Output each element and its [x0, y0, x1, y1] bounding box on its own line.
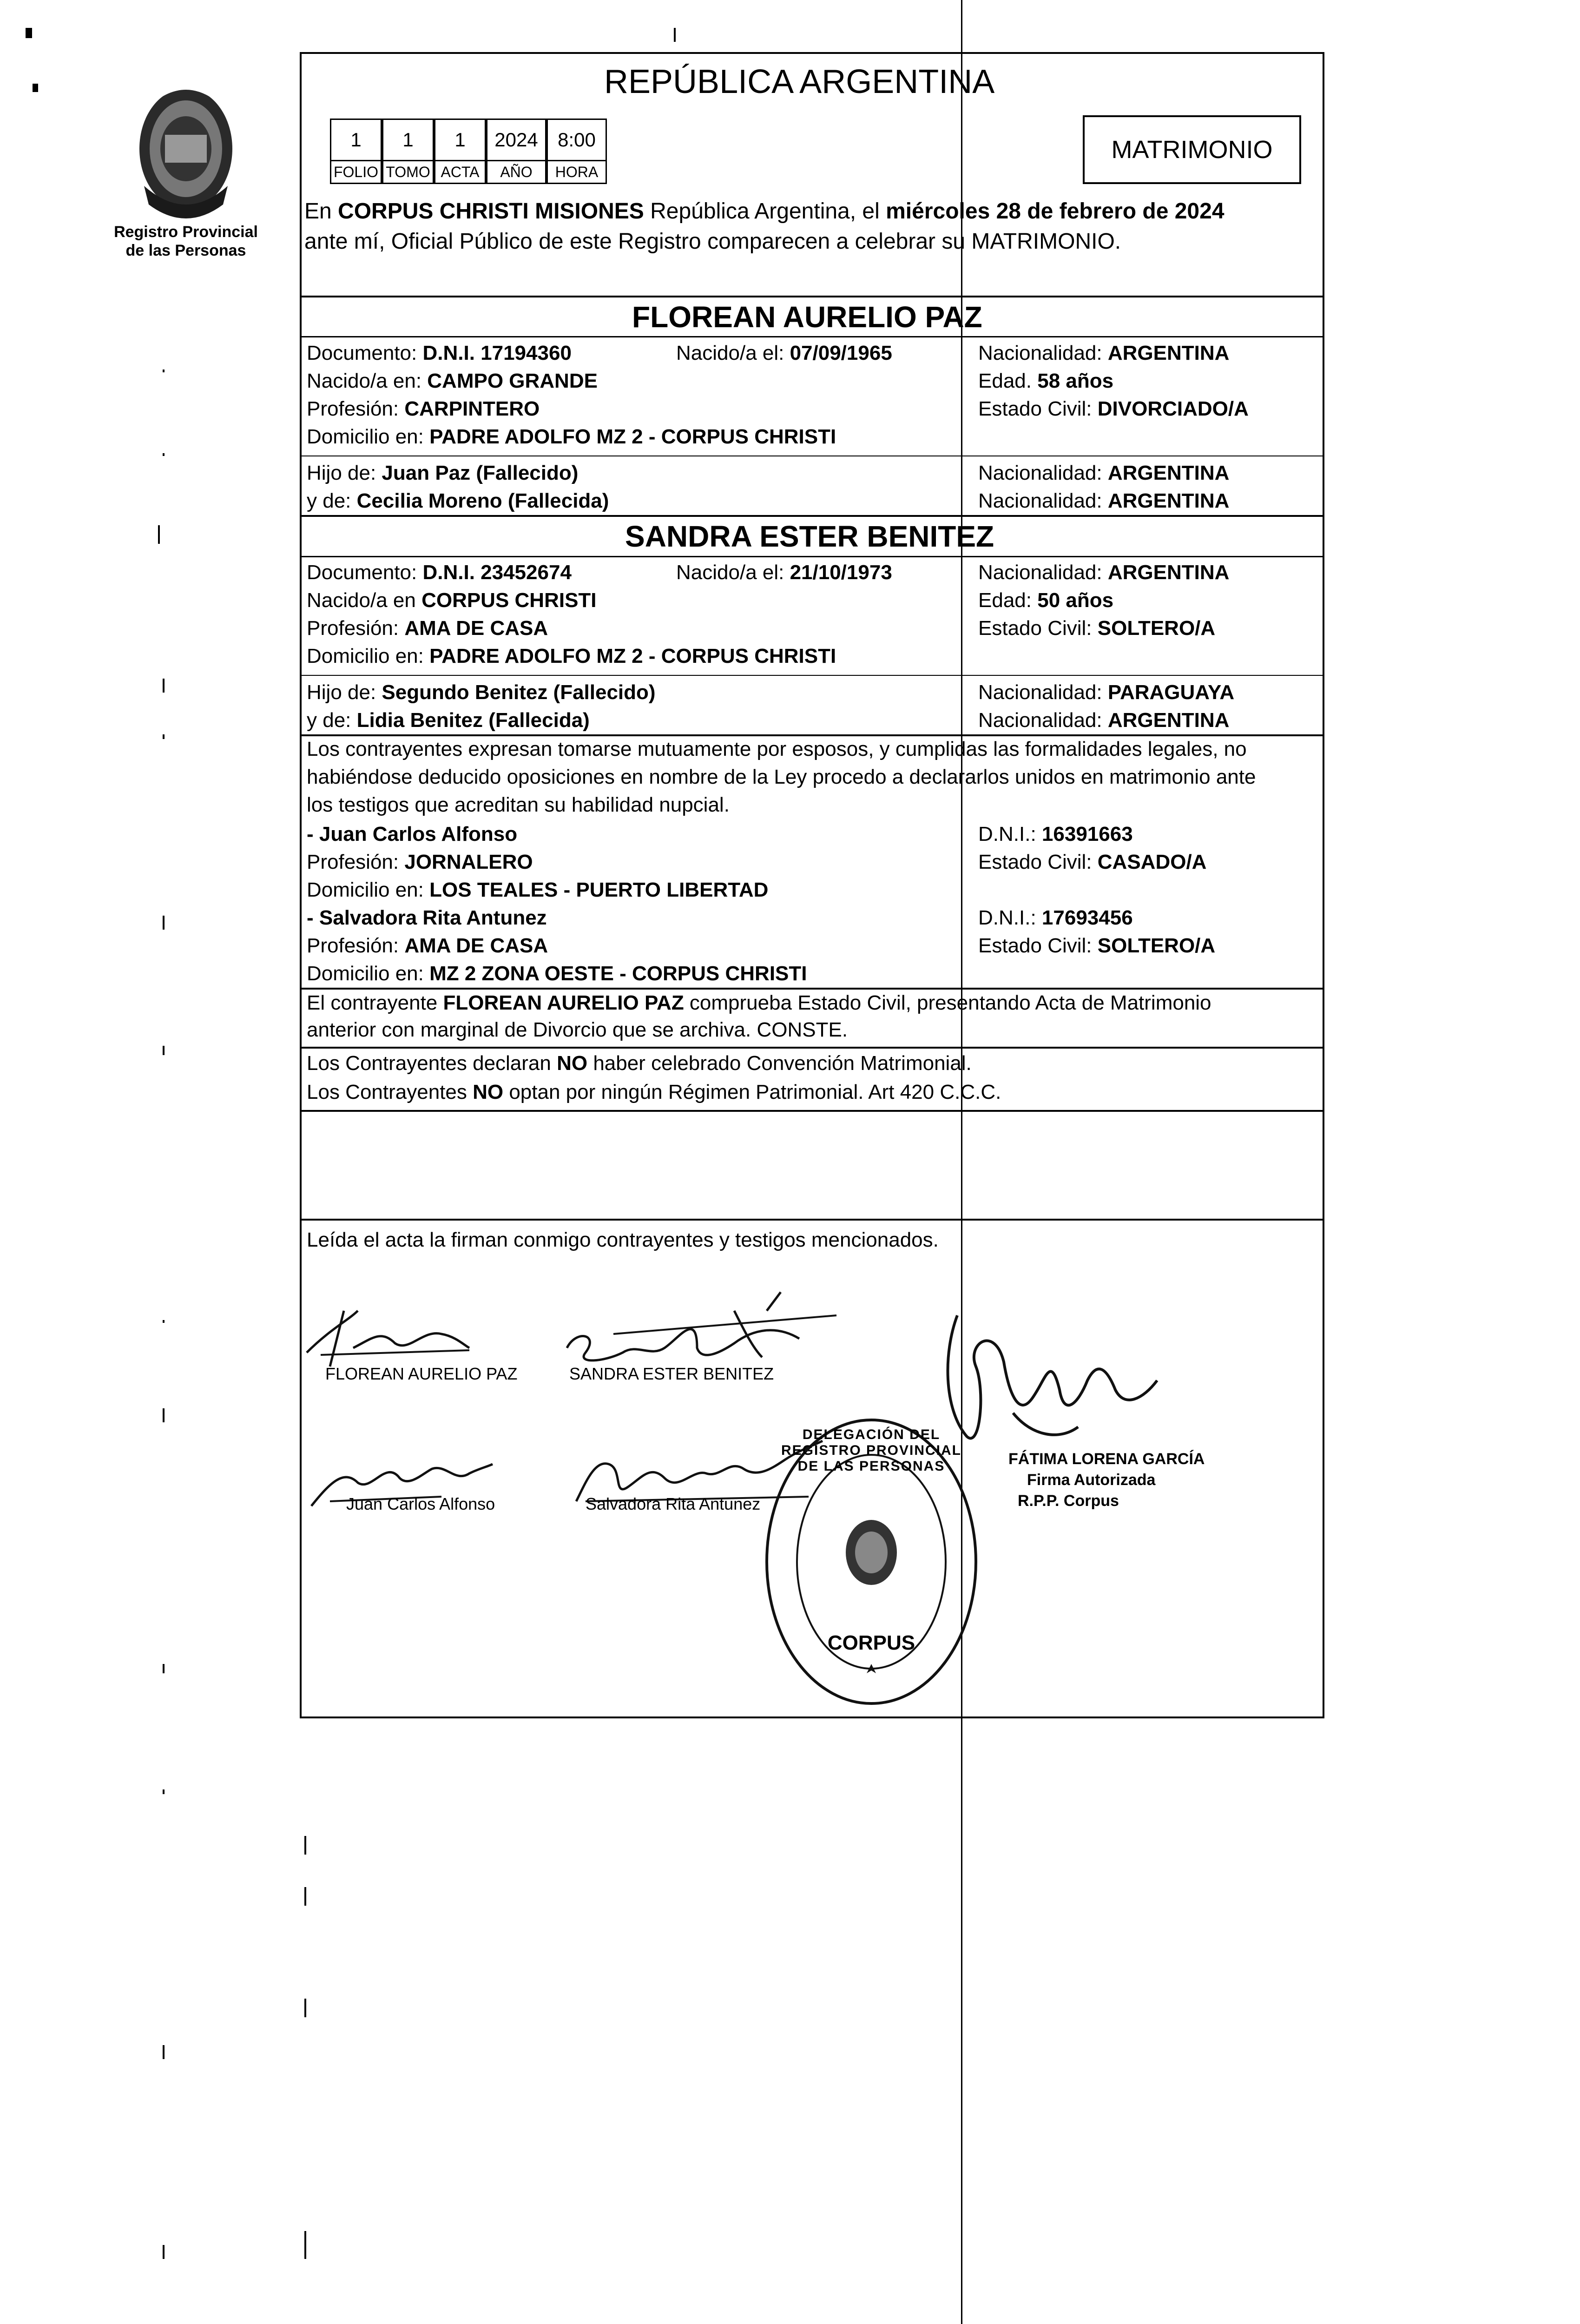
party2-civil-status: Estado Civil: SOLTERO/A	[978, 617, 1216, 640]
scan-mark	[163, 1046, 165, 1055]
scan-mark	[163, 2045, 165, 2059]
party1-address: Domicilio en: PADRE ADOLFO MZ 2 - CORPUS CHRISTI	[307, 425, 836, 448]
scan-mark	[163, 370, 165, 372]
officer-name: FÁTIMA LORENA GARCÍA	[1008, 1450, 1205, 1468]
divider	[300, 336, 1324, 337]
scan-mark	[158, 525, 160, 544]
witness1-civil-status: Estado Civil: CASADO/A	[978, 851, 1207, 873]
place: CORPUS CHRISTI MISIONES	[338, 199, 644, 224]
folio-value: 1	[330, 119, 382, 161]
divider	[300, 675, 1324, 676]
logo-caption-2: de las Personas	[125, 242, 246, 259]
scan-mark	[304, 2231, 306, 2259]
party2-father-nationality: Nacionalidad: PARAGUAYA	[978, 681, 1235, 704]
closing-text: Leída el acta la firman conmigo contrayentes y testigos mencionados.	[307, 1228, 939, 1251]
scan-mark	[163, 734, 165, 739]
registry-logo	[125, 79, 246, 232]
signature-caption-4: Salvadora Rita Antunez	[586, 1494, 761, 1513]
logo-caption-1: Registro Provincial	[114, 223, 258, 241]
party1-birthdate: Nacido/a el: 07/09/1965	[676, 342, 892, 364]
scan-mark	[163, 1320, 165, 1323]
party2-birthplace: Nacido/a en CORPUS CHRISTI	[307, 589, 597, 612]
acta-label: ACTA	[434, 160, 486, 184]
regime-line-1: Los Contrayentes declaran NO haber celebrado Convención Matrimonial.	[307, 1052, 972, 1075]
scan-mark	[163, 1408, 165, 1422]
witness1-name: - Juan Carlos Alfonso	[307, 823, 518, 845]
divider	[300, 1219, 1324, 1221]
signature-florean-icon	[302, 1301, 479, 1371]
witness2-address: Domicilio en: MZ 2 ZONA OESTE - CORPUS CHRISTI	[307, 962, 807, 985]
party1-document: Documento: D.N.I. 17194360	[307, 342, 572, 364]
intro-line-1: En CORPUS CHRISTI MISIONES República Argentina, el miércoles 28 de febrero de 2024	[304, 199, 1224, 224]
party2-address: Domicilio en: PADRE ADOLFO MZ 2 - CORPUS CHRISTI	[307, 645, 836, 667]
party1-father-nationality: Nacionalidad: ARGENTINA	[978, 462, 1230, 484]
signature-caption-3: Juan Carlos Alfonso	[346, 1494, 495, 1513]
scan-mark	[163, 2245, 165, 2259]
ceremony-date: miércoles 28 de febrero de 2024	[886, 199, 1224, 224]
party2-age: Edad: 50 años	[978, 589, 1114, 612]
tomo-value: 1	[382, 119, 434, 161]
signature-sandra-icon	[558, 1283, 846, 1376]
witness1-address: Domicilio en: LOS TEALES - PUERTO LIBERTAD	[307, 878, 769, 901]
time-value: 8:00	[546, 119, 607, 161]
party1-mother: y de: Cecilia Moreno (Fallecida)	[307, 489, 609, 512]
acta-value: 1	[434, 119, 486, 161]
party2-name: SANDRA ESTER BENITEZ	[625, 520, 994, 553]
party2-profession: Profesión: AMA DE CASA	[307, 617, 548, 640]
witness2-profession: Profesión: AMA DE CASA	[307, 934, 548, 957]
scan-mark	[674, 28, 676, 42]
scan-mark	[304, 1836, 306, 1855]
regime-line-2: Los Contrayentes NO optan por ningún Régimen Patrimonial. Art 420 C.C.C.	[307, 1081, 1001, 1103]
divider	[300, 515, 1324, 517]
party2-mother-nationality: Nacionalidad: ARGENTINA	[978, 709, 1230, 732]
signature-caption-1: FLOREAN AURELIO PAZ	[325, 1364, 518, 1383]
party1-mother-nationality: Nacionalidad: ARGENTINA	[978, 489, 1230, 512]
document-title: REPÚBLICA ARGENTINA	[604, 63, 995, 100]
year-label: AÑO	[486, 160, 546, 184]
scan-mark	[163, 1789, 165, 1794]
party1-birthplace: Nacido/a en: CAMPO GRANDE	[307, 370, 598, 392]
declaration-line-3: los testigos que acreditan su habilidad nupcial.	[307, 793, 730, 816]
note-line-1: El contrayente FLOREAN AURELIO PAZ comprueba Estado Civil, presentando Acta de Matrimonio	[307, 991, 1211, 1014]
party1-name: FLOREAN AURELIO PAZ	[632, 300, 982, 334]
scan-mark	[26, 28, 32, 38]
divider	[300, 1047, 1324, 1049]
divider	[300, 296, 1324, 297]
witness2-dni: D.N.I.: 17693456	[978, 906, 1133, 929]
scan-mark	[163, 1664, 165, 1673]
folio-label: FOLIO	[330, 160, 382, 184]
witness2-civil-status: Estado Civil: SOLTERO/A	[978, 934, 1216, 957]
scan-mark	[33, 84, 38, 92]
witness2-name: - Salvadora Rita Antunez	[307, 906, 547, 929]
signature-caption-2: SANDRA ESTER BENITEZ	[569, 1364, 774, 1383]
witness1-profession: Profesión: JORNALERO	[307, 851, 533, 873]
party2-birthdate: Nacido/a el: 21/10/1973	[676, 561, 892, 584]
declaration-line-2: habiéndose deducido oposiciones en nombre de la Ley procedo a declararlos unidos en matrimonio ante	[307, 766, 1256, 788]
scan-mark	[163, 453, 165, 456]
party1-father: Hijo de: Juan Paz (Fallecido)	[307, 462, 579, 484]
scan-mark	[163, 916, 165, 930]
scan-mark	[163, 679, 165, 693]
stamp-ring-text: DELEGACIÓN DEL REGISTRO PROVINCIAL DE LAS PERSONAS	[781, 1427, 962, 1474]
party1-civil-status: Estado Civil: DIVORCIADO/A	[978, 397, 1249, 420]
scan-mark	[304, 1999, 306, 2017]
party2-nationality: Nacionalidad: ARGENTINA	[978, 561, 1230, 584]
year-value: 2024	[486, 119, 546, 161]
tomo-label: TOMO	[382, 160, 434, 184]
party2-father: Hijo de: Segundo Benitez (Fallecido)	[307, 681, 656, 704]
party1-profession: Profesión: CARPINTERO	[307, 397, 540, 420]
divider	[300, 556, 1324, 557]
provincial-seal-icon	[125, 79, 246, 232]
party1-age: Edad. 58 años	[978, 370, 1114, 392]
officer-office: R.P.P. Corpus	[1018, 1492, 1119, 1510]
intro-line-2: ante mí, Oficial Público de este Registro comparecen a celebrar su MATRIMONIO.	[304, 229, 1121, 254]
declaration-line-1: Los contrayentes expresan tomarse mutuamente por esposos, y cumplidas las formalidades legales, no	[307, 738, 1247, 760]
witness1-dni: D.N.I.: 16391663	[978, 823, 1133, 845]
act-type-box: MATRIMONIO	[1083, 115, 1301, 184]
officer-title: Firma Autorizada	[1027, 1471, 1156, 1489]
stamp-bottom-text: CORPUS	[827, 1631, 915, 1654]
note-line-2: anterior con marginal de Divorcio que se archiva. CONSTE.	[307, 1018, 848, 1041]
time-label: HORA	[546, 160, 607, 184]
party1-nationality: Nacionalidad: ARGENTINA	[978, 342, 1230, 364]
fold-line	[961, 0, 962, 2324]
divider	[300, 1110, 1324, 1112]
party2-mother: y de: Lidia Benitez (Fallecida)	[307, 709, 590, 732]
scan-mark	[304, 1887, 306, 1906]
party2-document: Documento: D.N.I. 23452674	[307, 561, 572, 584]
